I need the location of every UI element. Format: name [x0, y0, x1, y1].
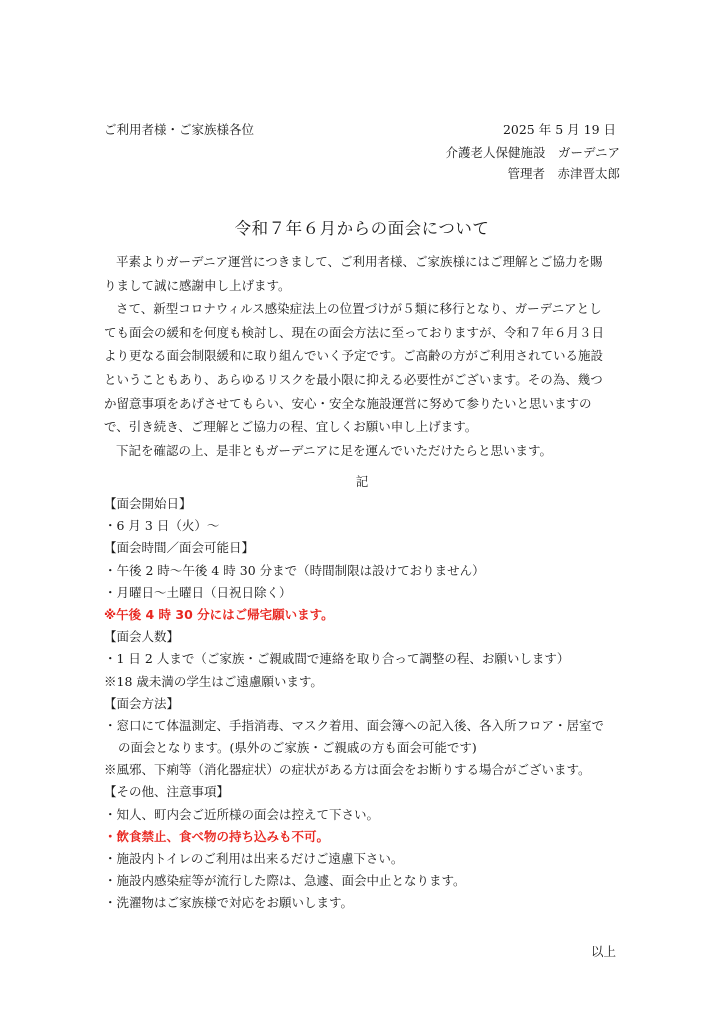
- alert-note: ・飲食禁止、食べ物の持ち込みも不可。: [104, 828, 330, 844]
- intro-line: より更なる面会制限緩和に取り組んでいく予定です。ご高齢の方がご利用されている施設: [104, 348, 604, 364]
- recipient-line: ご利用者様・ご家族様各位: [104, 122, 255, 137]
- list-item: ・窓口にて体温測定、手指消毒、マスク着用、面会簿への記入後、各入所フロア・居室で: [104, 717, 605, 733]
- list-item: ・月曜日～土曜日（日祝日除く）: [104, 584, 292, 600]
- list-item-continuation: の面会となります。(県外のご家族・ご親戚の方も面会可能です): [118, 740, 477, 756]
- intro-line: ても面会の緩和を何度も検討し、現在の面会方法に至っておりますが、令和７年６月３日: [104, 324, 605, 340]
- intro-line: か留意事項をあげさせてもらい、安心・安全な施設運営に努めて参りたいと思いますの: [104, 395, 592, 411]
- note-item: ※風邪、下痢等（消化器症状）の症状がある方は面会をお断りする場合がございます。: [104, 762, 591, 778]
- section-heading: 【面会開始日】: [104, 496, 192, 511]
- section-heading: 【その他、注意事項】: [104, 784, 230, 800]
- list-item: ・施設内トイレのご利用は出来るだけご遠慮下さい。: [104, 851, 404, 866]
- closing-mark: 以上: [590, 944, 616, 959]
- ki-heading: 記: [355, 474, 369, 489]
- manager-name: 管理者 赤津晋太郎: [507, 166, 620, 181]
- details-list: [104, 493, 624, 915]
- list-item: ・施設内感染症等が流行した際は、急遽、面会中止となります。: [104, 873, 466, 889]
- note-item: ※18 歳未満の学生はご遠慮願います。: [104, 673, 323, 689]
- intro-paragraph: [104, 250, 622, 462]
- intro-line: ということもあり、あらゆるリスクを最小限に抑える必要性がございます。その為、幾つ: [104, 371, 603, 387]
- section-heading: 【面会人数】: [104, 629, 180, 645]
- intro-line: 平素よりガーデニア運営につきまして、ご利用者様、ご家族様にはご理解とご協力を賜: [116, 254, 603, 269]
- list-item: ・知人、町内会ご近所様の面会は控えて下さい。: [104, 806, 380, 822]
- list-item: ・6 月 3 日（火）～: [104, 518, 220, 534]
- facility-name: 介護老人保健施設 ガーデニア: [445, 145, 620, 160]
- alert-note: ※午後 4 時 30 分にはご帰宅願います。: [104, 606, 334, 622]
- section-heading: 【面会方法】: [104, 695, 180, 711]
- intro-line: さて、新型コロナウィルス感染症法上の位置づけが５類に移行となり、ガーデニアとし: [116, 301, 602, 317]
- intro-line: りまして誠に感謝申し上げます。: [104, 277, 291, 293]
- document-title: 令和７年６月からの面会について: [234, 219, 490, 238]
- list-item: ・午後 2 時～午後 4 時 30 分まで（時間制限は設けておりません）: [104, 562, 485, 578]
- list-item: ・洗濯物はご家族様で対応をお願いします。: [104, 895, 354, 911]
- section-heading: 【面会時間／面会可能日】: [104, 540, 255, 556]
- letter-date: 2025 年 5 月 19 日: [502, 122, 616, 137]
- intro-line: で、引き続き、ご理解とご協力の程、宜しくお願い申し上げます。: [104, 419, 478, 435]
- list-item: ・1 日 2 人まで（ご家族・ご親戚間で連絡を取り合って調整の程、お願いします）: [104, 651, 570, 667]
- intro-line: 下記を確認の上、是非ともガーデニアに足を運んでいただけたらと思います。: [116, 442, 553, 458]
